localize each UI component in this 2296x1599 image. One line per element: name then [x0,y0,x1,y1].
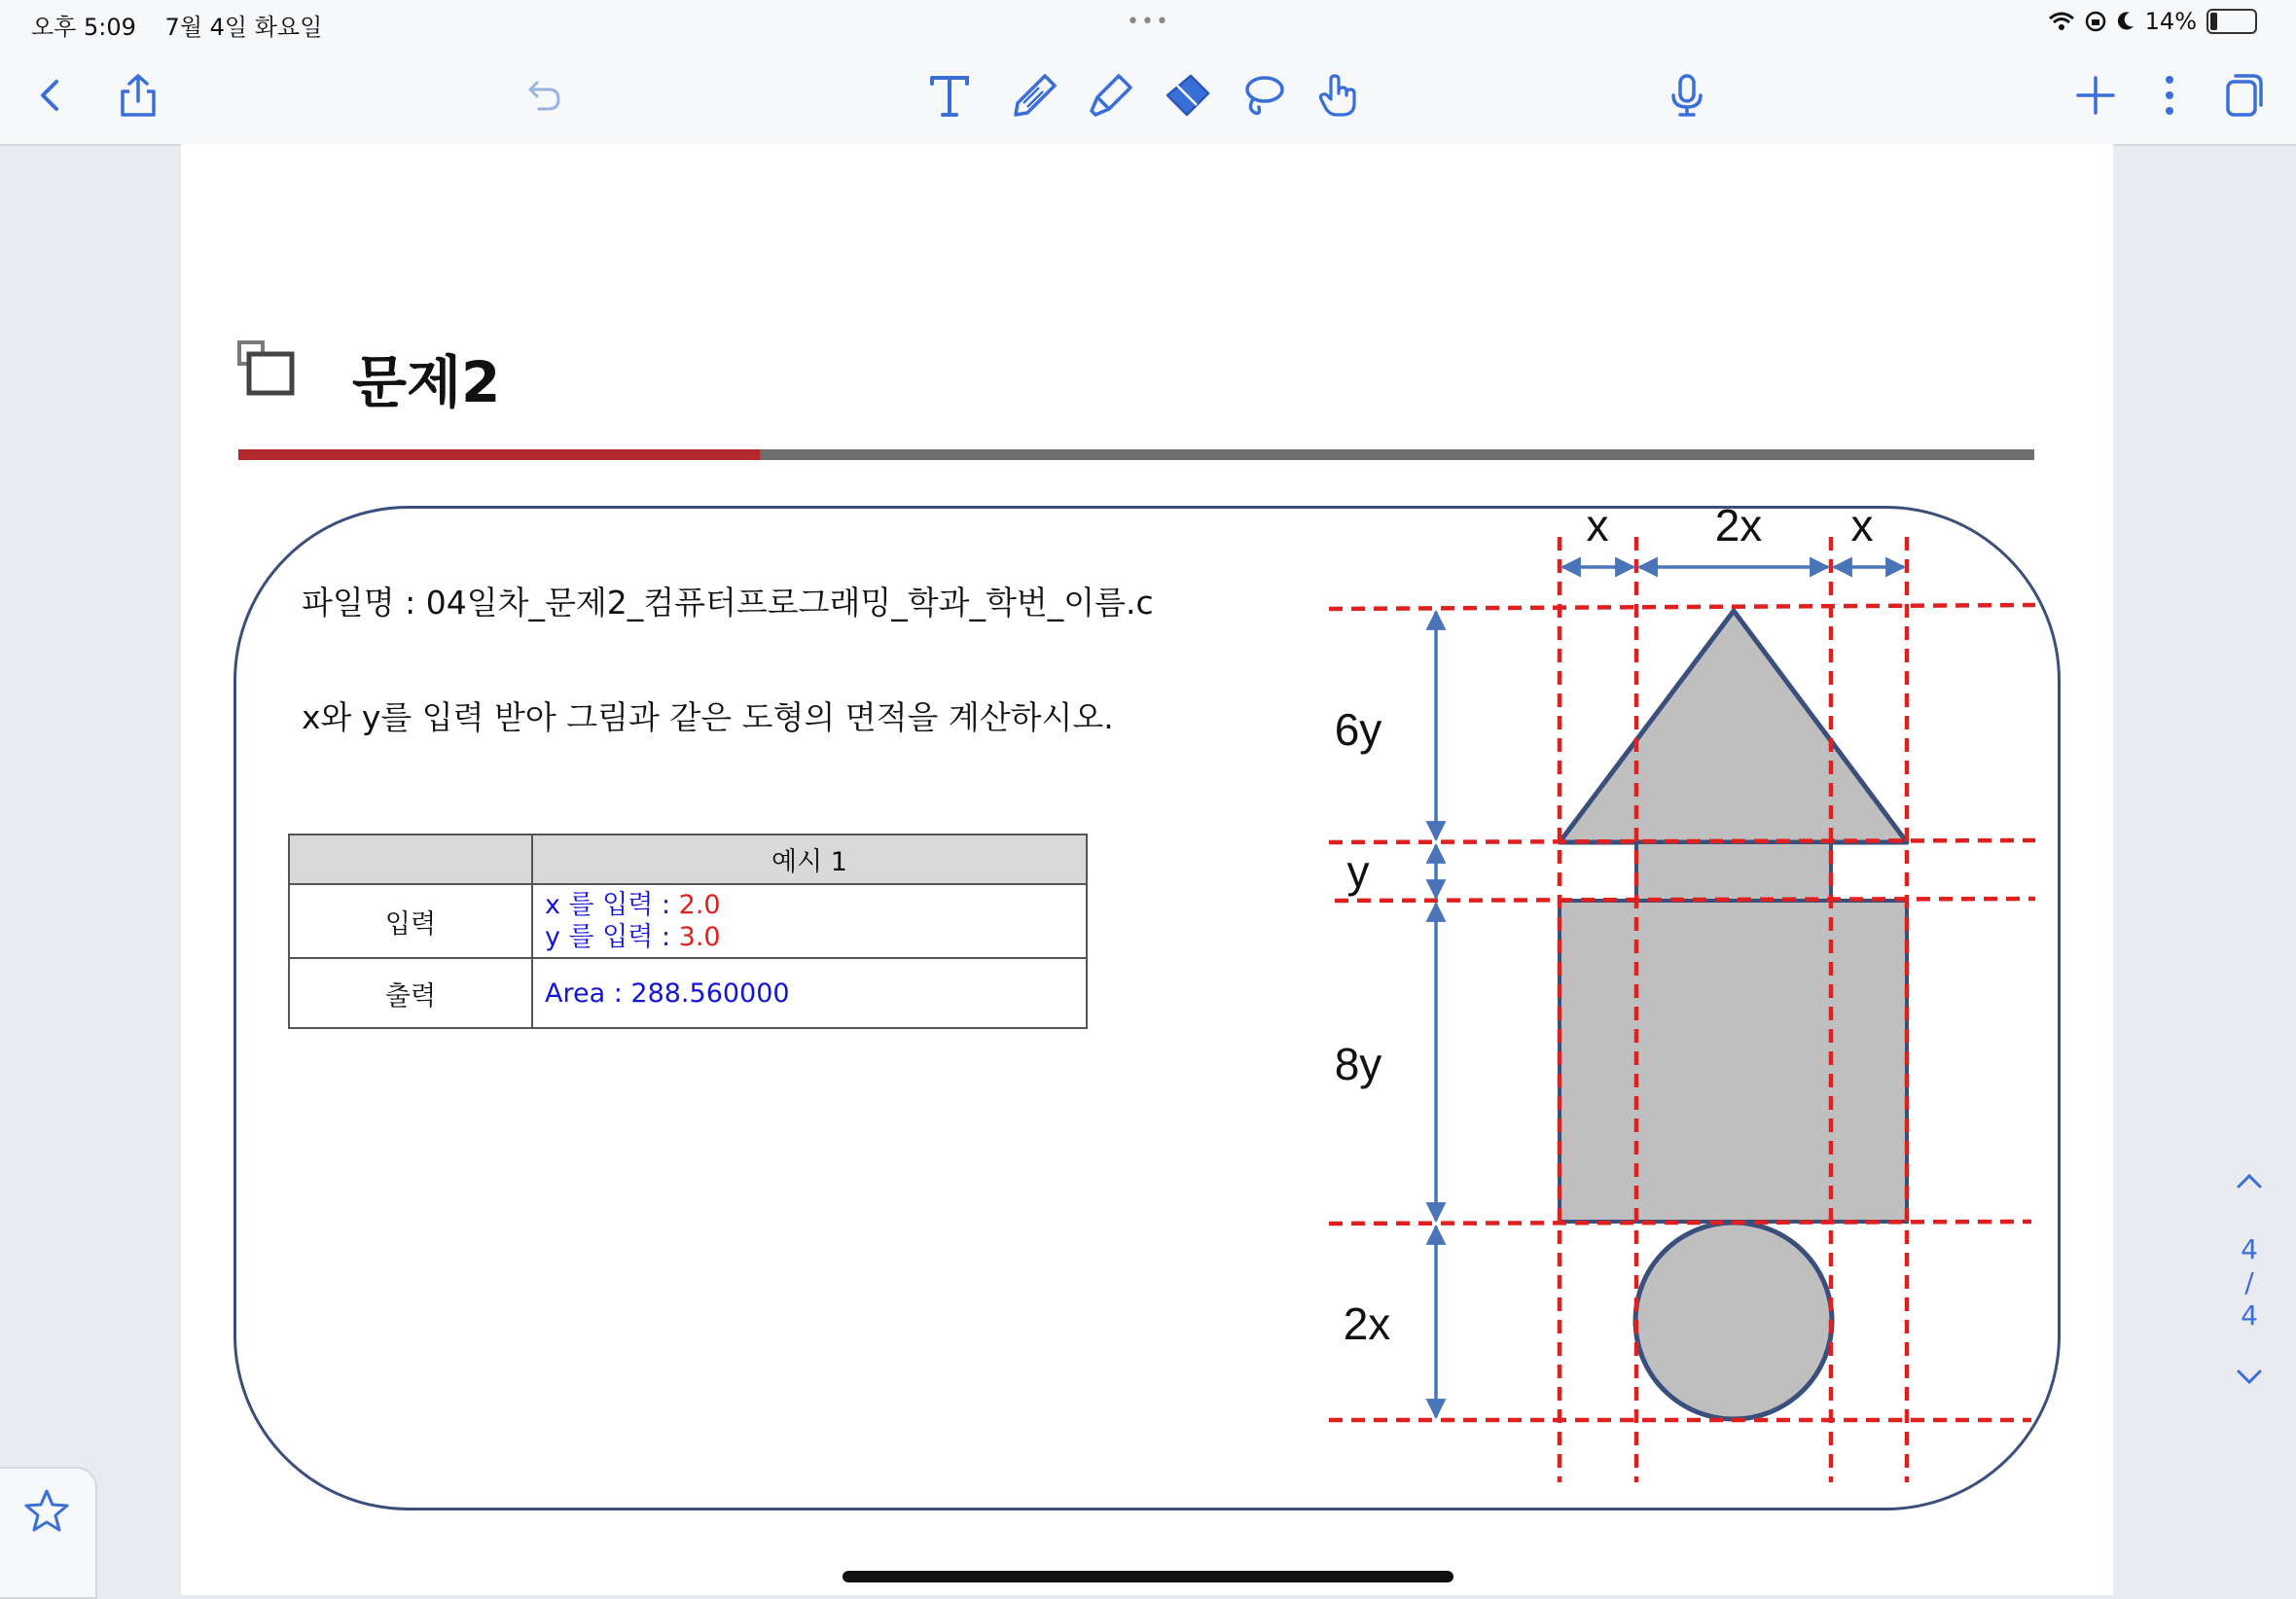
label-tri-height: 6y [1334,704,1382,755]
page-current: 4 [2241,1233,2258,1265]
table-header-example: 예시 1 [532,835,1087,884]
input-x-value: 2.0 [678,890,721,920]
add-button[interactable] [2066,66,2125,124]
undo-button[interactable] [514,66,572,124]
input-y-value: 3.0 [678,922,721,952]
input-cell [532,884,1087,958]
text-tool-button[interactable] [920,66,979,124]
body-rect-shape [1560,901,1907,1222]
star-icon [21,1486,72,1537]
page-separator: / [2244,1266,2254,1298]
more-vertical-icon [2144,70,2195,121]
pen-icon [1010,70,1060,121]
page-down-button[interactable] [2220,1362,2278,1395]
undo-icon [518,70,568,121]
share-button[interactable] [109,66,167,124]
wifi-icon [2048,11,2075,32]
chevron-up-icon [2235,1171,2264,1192]
back-button[interactable] [21,66,80,124]
toolbar [0,47,2296,146]
row-label-input: 입력 [289,884,532,958]
circle-shape [1635,1223,1832,1419]
triangle-shape [1560,611,1907,842]
plus-icon [2070,70,2121,121]
more-button[interactable] [2140,66,2199,124]
microphone-button[interactable] [1658,66,1716,124]
table-header-row [289,835,1087,884]
row-label-output: 출력 [289,958,532,1028]
page-total: 4 [2241,1299,2258,1332]
title-rule-red [238,449,760,460]
favorite-tab[interactable] [0,1467,97,1599]
label-top-left: x [1586,500,1609,551]
home-indicator[interactable] [843,1571,1453,1582]
neck-rect-shape [1636,842,1831,901]
label-top-right: x [1850,500,1874,551]
table-row [289,884,1087,958]
pages-icon [2218,70,2269,121]
multitask-dots-icon[interactable]: ••• [1127,10,1170,34]
filename-text: 파일명 : 04일차_문제2_컴퓨터프로그래밍_학과_학번_이름.c [302,584,1154,622]
input-x-prefix: x 를 입력 : [545,890,679,920]
example-table [288,834,1088,1029]
highlighter-icon [1086,70,1136,121]
battery-icon [2206,9,2257,34]
label-neck-height: y [1346,846,1370,897]
status-time-date [31,8,343,42]
shape-diagram [1304,486,2063,1498]
table-row [289,958,1087,1028]
battery-percent: 14% [2144,8,2197,35]
status-time: 오후 5:09 [31,14,136,41]
chevron-left-icon [25,70,76,121]
pen-tool-button[interactable] [1006,66,1064,124]
share-icon [113,70,163,121]
label-body-height: 8y [1334,1039,1382,1089]
page-navigator [2220,1167,2278,1395]
orientation-lock-icon [2085,11,2106,32]
highlighter-tool-button[interactable] [1082,66,1140,124]
chevron-down-icon [2235,1366,2264,1387]
pages-button[interactable] [2214,66,2273,124]
page-up-button[interactable] [2220,1167,2278,1200]
title-rule-gray [760,449,2034,460]
hand-tool-button[interactable] [1309,66,1368,124]
input-y-prefix: y 를 입력 : [545,922,679,952]
hand-pointer-icon [1313,70,1364,121]
lasso-icon [1238,70,1288,121]
moon-icon [2116,11,2135,32]
label-circle-height: 2x [1343,1298,1391,1349]
status-bar [0,0,2296,47]
microphone-icon [1662,70,1712,121]
label-top-mid: 2x [1714,500,1763,551]
lasso-tool-button[interactable] [1234,66,1292,124]
status-icons [2048,8,2257,35]
text-tool-icon [924,70,975,121]
eraser-icon [1162,70,1212,121]
status-date: 7월 4일 화요일 [164,14,323,41]
page-title: 문제2 [352,349,501,415]
table-header-empty [289,835,532,884]
output-cell: Area : 288.560000 [532,958,1087,1028]
instruction-text: x와 y를 입력 받아 그림과 같은 도형의 면적을 계산하시오. [302,698,1114,736]
title-squares-icon [237,340,298,399]
eraser-tool-button[interactable] [1158,66,1216,124]
